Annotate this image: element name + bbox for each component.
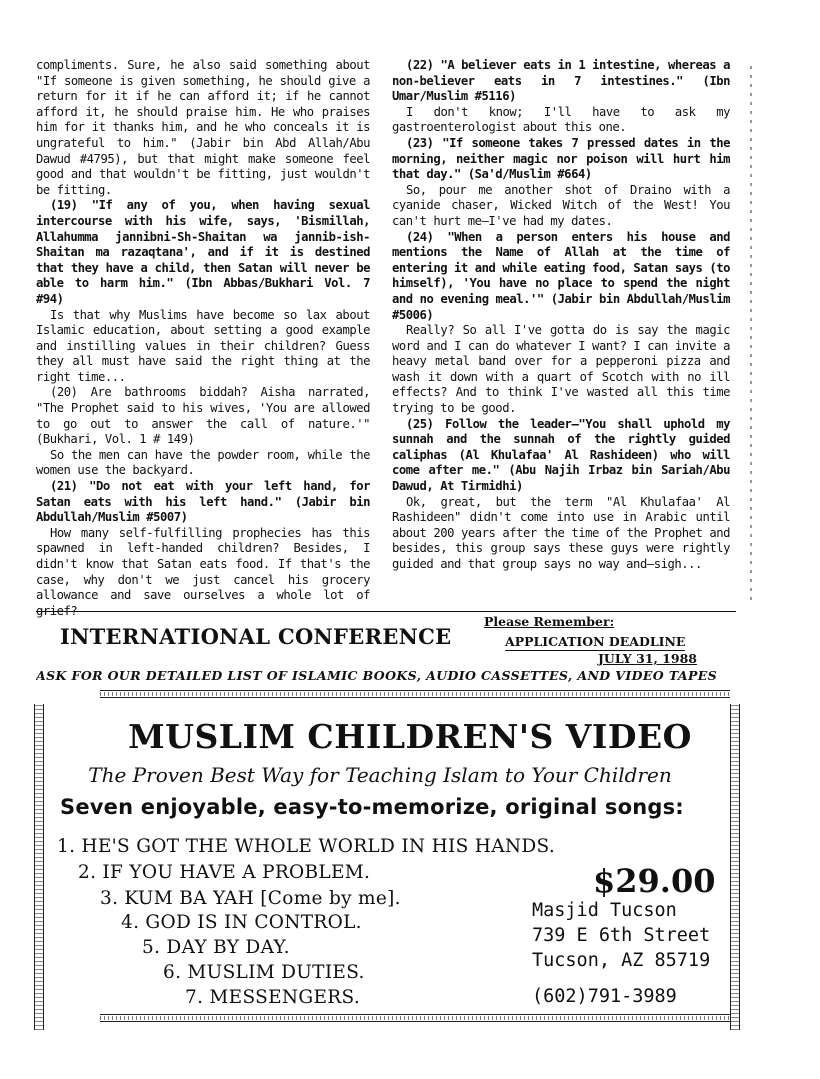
hadith-22: (22) "A believer eats in 1 intestine, whereas a non-believer eats in 7 intestines." (Ibn Umar/Muslim #5116): [392, 58, 730, 104]
address-line: 739 E 6th Street: [532, 925, 711, 946]
ad-border-bottom: [100, 1014, 730, 1022]
catalog-banner: ASK FOR OUR DETAILED LIST OF ISLAMIC BOOKS, AUDIO CASSETTES, AND VIDEO TAPES: [36, 668, 718, 683]
article-paragraph: Ok, great, but the term "Al Khulafaa' Al Rashideen" didn't come into use in Arabic until about 200 years after the time of the Prophet and besides, this group says these guys were rightly guided and that group says no way and—sigh...: [392, 494, 730, 571]
scan-edge-mark: [750, 60, 752, 600]
hadith-23: (23) "If someone takes 7 pressed dates in the morning, neither magic nor poison will hurt him that day." (Sa'd/Muslim #664): [392, 135, 730, 182]
article-paragraph: Is that why Muslims have become so lax about Islamic education, about setting a good example and instilling values in their children? Guess they all must have said the right thing at the right time...: [36, 307, 370, 384]
article-paragraph: So the men can have the powder room, while the women use the backyard.: [36, 447, 370, 478]
deadline-date: JULY 31, 1988: [598, 651, 697, 666]
left-article-column: [36, 58, 370, 619]
songs-heading: Seven enjoyable, easy-to-memorize, original songs:: [60, 795, 684, 819]
article-paragraph: So, pour me another shot of Draino with a cyanide chaser, Wicked Witch of the West! You can't hurt me—I've had my dates.: [392, 182, 730, 228]
hadith-24: (24) "When a person enters his house and mentions the Name of Allah at the time of entering it and while eating food, Satan says (to himself), 'You have no place to spend the night and no evening meal.'" (Jabir bin Abdullah/Muslim #5006): [392, 229, 730, 322]
price-label: $29.00: [593, 862, 716, 900]
song-item: 5. DAY BY DAY.: [142, 937, 290, 958]
song-item: 1. HE'S GOT THE WHOLE WORLD IN HIS HANDS.: [57, 836, 556, 857]
ad-border-top: [100, 690, 730, 698]
address-line: Masjid Tucson: [532, 900, 677, 921]
hadith-25: (25) Follow the leader—"You shall uphold my sunnah and the sunnah of the rightly guided caliphas (Al Khulafaa' Al Rashideen) who will come after me." (Abu Najih Irbaz bin Sariah/Abu Dawud, At Tirmidhi): [392, 416, 730, 494]
song-item: 6. MUSLIM DUTIES.: [163, 962, 365, 983]
article-paragraph: I don't know; I'll have to ask my gastroenterologist about this one.: [392, 104, 730, 135]
song-item: 4. GOD IS IN CONTROL.: [121, 912, 362, 933]
article-paragraph: compliments. Sure, he also said something about "If someone is given something, he should give a return for it if he can afford it; if he cannot afford it, he should praise him. He who praises him for it thanks him, and he who conceals it is ungrateful to him." (Jabir bin Abd Allah/Abu Dawud #4795), but that might make someone feel good and that wouldn't be fitting, just wouldn't be fitting.: [36, 58, 370, 197]
article-paragraph: Really? So all I've gotta do is say the magic word and I can do whatever I want? I can invite a heavy metal band over for a pepperoni pizza and wash it down with a quart of Scotch with no ill effects? And to think I've wasted all this time trying to be good.: [392, 323, 730, 416]
article-paragraph: How many self-fulfilling prophecies has this spawned in left-handed children? Besides, I didn't know that Satan eats food. If that's the case, why don't we just cancel his grocery allowance and save ourselves a whole lot of grief?: [36, 525, 370, 618]
hadith-20: (20) Are bathrooms biddah? Aisha narrated, "The Prophet said to his wives, 'You are allowed to go out to answer the call of nature.'" (Bukhari, Vol. 1 # 149): [36, 385, 370, 447]
right-article-column: [392, 58, 730, 573]
hadith-19: (19) "If any of you, when having sexual intercourse with his wife, says, 'Bismillah, Allahumma jannibni-Sh-Shaitan wa jannib-ish-Shaitan ma razaqtana', and if it is destined that they have a child, then Satan will never be able to harm him." (Ibn Abbas/Bukhari Vol. 7 #94): [36, 198, 370, 306]
song-item: 3. KUM BA YAH [Come by me].: [100, 888, 401, 909]
deadline-label: APPLICATION DEADLINE: [505, 634, 686, 649]
address-line: Tucson, AZ 85719: [532, 950, 711, 971]
hadith-21: (21) "Do not eat with your left hand, for Satan eats with his left hand." (Jabir bin Abdullah/Muslim #5007): [36, 479, 370, 525]
song-item: 2. IF YOU HAVE A PROBLEM.: [78, 862, 371, 883]
song-item: 7. MESSENGERS.: [185, 987, 360, 1008]
section-divider: [36, 611, 736, 612]
conference-title: INTERNATIONAL CONFERENCE: [60, 624, 452, 649]
ad-subtitle: The Proven Best Way for Teaching Islam to Your Children: [88, 763, 672, 787]
ad-title: MUSLIM CHILDREN'S VIDEO: [128, 717, 692, 756]
remember-label: Please Remember:: [484, 614, 615, 629]
phone-number: (602)791-3989: [532, 986, 677, 1007]
